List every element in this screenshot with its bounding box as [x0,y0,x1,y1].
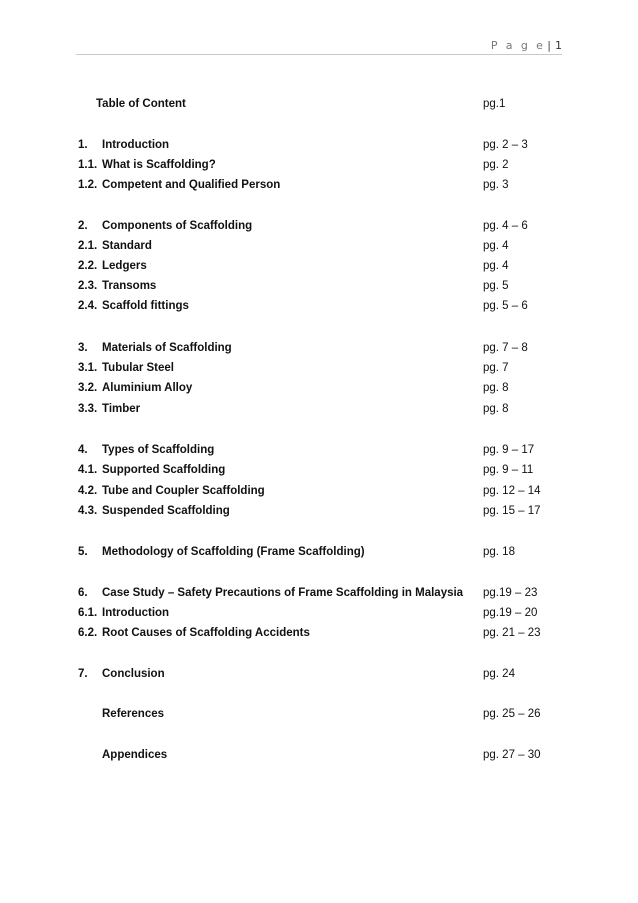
toc-entry-label: Standard [102,240,152,252]
toc-entry-label: Introduction [102,607,170,619]
toc-entry-number: 6. [78,587,88,599]
toc-entry-label: Suspended Scaffolding [102,505,230,517]
toc-entry-label: Transoms [102,280,157,292]
toc-entry-number: 3. [78,342,88,354]
toc-entry [78,585,558,601]
toc-entry-number: 2.2. [78,260,98,272]
header-rule [76,54,562,55]
toc-entry-number: 4. [78,444,88,456]
toc-entry [78,218,558,234]
toc-entry-page: pg. 27 – 30 [483,749,541,761]
toc-entry-page: pg. 7 – 8 [483,342,528,354]
toc-entry-page: pg. 8 [483,382,509,394]
toc-entry-number: 2.1. [78,240,98,252]
toc-entry-label: Scaffold fittings [102,300,189,312]
toc-entry-label: Tube and Coupler Scaffolding [102,485,265,497]
toc-entry-number: 4.3. [78,505,98,517]
page-separator: | [547,38,551,52]
toc-entry-label: What is Scaffolding? [102,159,216,171]
toc-entry-page: pg. 2 [483,159,509,171]
toc-title: Table of Content [96,98,186,110]
toc-entry [78,483,558,499]
toc-entry-page: pg. 25 – 26 [483,708,541,720]
toc-entry-number: 6.1. [78,607,98,619]
toc-entry-page: pg. 9 – 11 [483,464,534,476]
toc-entry-number: 2. [78,220,88,232]
toc-entry-label: Conclusion [102,668,165,680]
toc-title-row [78,96,558,112]
toc-entry [78,544,558,560]
page-number: 1 [555,38,562,52]
toc-entry [78,401,558,417]
toc-entry-label: Appendices [102,749,168,761]
toc-entry-page: pg.19 – 23 [483,587,538,599]
toc-entry-label: Competent and Qualified Person [102,179,281,191]
toc-entry-page: pg. 9 – 17 [483,444,535,456]
toc-entry-number: 1.1. [78,159,98,171]
toc-entry-page: pg. 4 – 6 [483,220,528,232]
toc-entry-label: Components of Scaffolding [102,220,253,232]
toc-entry-label: References [102,708,165,720]
toc-entry-number: 3.3. [78,403,98,415]
toc-entry-page: pg. 4 [483,240,509,252]
toc-entry [78,258,558,274]
toc-entry-page: pg. 15 – 17 [483,505,541,517]
toc-entry-number: 4.2. [78,485,98,497]
toc-entry [78,706,558,722]
toc-entry-number: 5. [78,546,88,558]
toc-entry-number: 7. [78,668,88,680]
toc-entry [78,340,558,356]
toc-entry-number: 3.2. [78,382,98,394]
toc-entry-label: Ledgers [102,260,147,272]
toc-entry-label: Materials of Scaffolding [102,342,232,354]
page-header [491,36,562,54]
toc-entry-page: pg. 2 – 3 [483,139,528,151]
toc-entry [78,747,558,763]
toc-entry-number: 2.3. [78,280,98,292]
toc-entry-label: Tubular Steel [102,362,174,374]
toc-entry [78,157,558,173]
toc-entry-page: pg. 4 [483,260,509,272]
toc-entry-number: 6.2. [78,627,98,639]
toc-entry-page: pg. 7 [483,362,509,374]
toc-entry [78,278,558,294]
toc-entry [78,605,558,621]
toc-entry-page: pg. 5 – 6 [483,300,528,312]
toc-entry [78,666,558,682]
toc-entry [78,462,558,478]
toc-entry [78,298,558,314]
toc-title-page: pg.1 [483,98,506,110]
toc-entry-number: 4.1. [78,464,98,476]
toc-entry-label: Methodology of Scaffolding (Frame Scaffolding) [102,546,365,558]
toc-entry-number: 3.1. [78,362,98,374]
toc-entry [78,380,558,396]
toc-entry-page: pg. 3 [483,179,509,191]
toc-entry [78,238,558,254]
toc-entry-label: Aluminium Alloy [102,382,193,394]
toc-entry [78,137,558,153]
toc-entry-label: Timber [102,403,141,415]
toc-entry-label: Types of Scaffolding [102,444,215,456]
toc-entry [78,177,558,193]
toc-entry-label: Introduction [102,139,170,151]
toc-entry-label: Case Study – Safety Precautions of Frame Scaffolding in Malaysia [102,587,464,599]
toc-entry [78,360,558,376]
toc-entry [78,625,558,641]
toc-entry-page: pg.19 – 20 [483,607,538,619]
toc-entry-page: pg. 18 [483,546,515,558]
toc-entry-page: pg. 24 [483,668,515,680]
toc-entry-label: Supported Scaffolding [102,464,226,476]
toc-entry-page: pg. 21 – 23 [483,627,541,639]
toc-entry-number: 1. [78,139,88,151]
page-word: P a g e [490,38,546,52]
toc-entry-page: pg. 12 – 14 [483,485,541,497]
toc-entry-page: pg. 8 [483,403,509,415]
toc-entry-page: pg. 5 [483,280,509,292]
toc-entry-number: 1.2. [78,179,98,191]
toc-entry [78,442,558,458]
toc-entry-number: 2.4. [78,300,98,312]
toc-entry [78,503,558,519]
toc-entry-label: Root Causes of Scaffolding Accidents [102,627,310,639]
